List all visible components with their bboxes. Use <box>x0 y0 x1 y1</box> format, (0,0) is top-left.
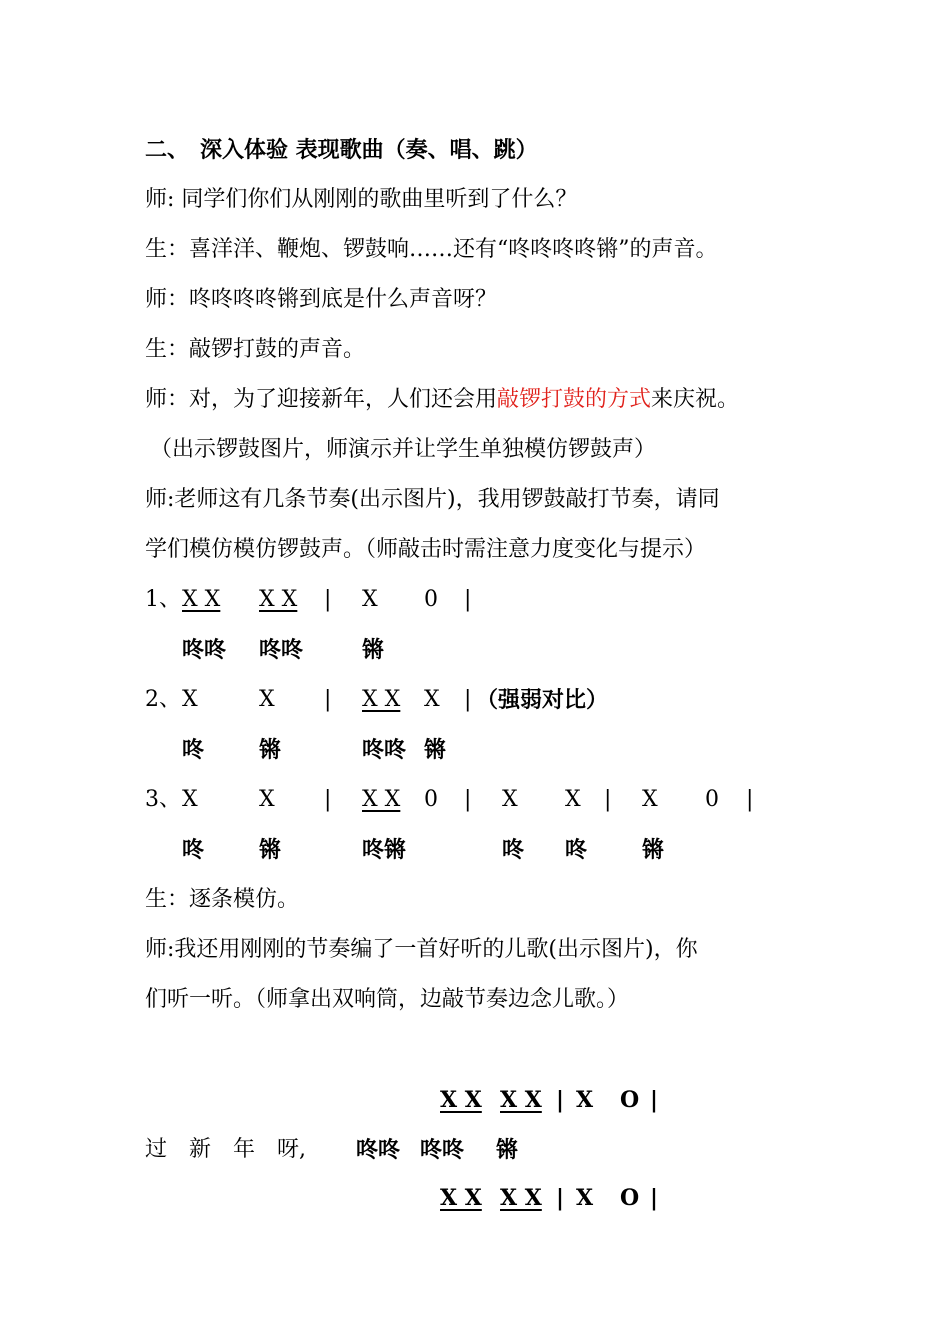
bar-line: | <box>604 787 612 812</box>
song-note: O <box>620 1185 640 1211</box>
rhythm-note: 0 <box>424 587 438 612</box>
rhythm-note: 0 <box>424 787 438 812</box>
rhythm-note: X X <box>182 587 221 612</box>
text-line: 师：咚咚咚咚锵到底是什么声音呀？ <box>145 287 498 312</box>
text-line: 学们模仿模仿锣鼓声。（师敲击时需注意力度变化与提示） <box>145 537 707 562</box>
text-line: 生：敲锣打鼓的声音。 <box>145 337 366 362</box>
rhythm-word: 咚咚 <box>362 737 407 763</box>
rhythm-note: X <box>424 687 440 712</box>
rhythm-word: 咚 <box>182 737 205 763</box>
rhythm-number: 3、 <box>145 787 181 812</box>
song-note: X X <box>440 1185 482 1211</box>
bar-line: | <box>650 1185 659 1211</box>
rhythm-word: 咚 <box>502 837 525 863</box>
rhythm-note: X <box>182 687 198 712</box>
section-heading: 二、 深入体验 表现歌曲（奏、唱、跳） <box>145 137 538 163</box>
rhythm-word: 咚锵 <box>362 837 407 863</box>
rhythm-note: X <box>642 787 658 812</box>
bar-line: | <box>556 1087 565 1113</box>
song-note: O <box>620 1087 640 1113</box>
text-line: 师:我还用刚刚的节奏编了一首好听的儿歌(出示图片)，你 <box>145 937 698 962</box>
text-line: 们听一听。（师拿出双响筒，边敲节奏边念儿歌。） <box>145 987 630 1012</box>
text-line: 师:老师这有几条节奏(出示图片)，我用锣鼓敲打节奏，请同 <box>145 487 720 512</box>
song-note: X <box>576 1087 594 1113</box>
bar-line: | <box>324 687 332 712</box>
rhythm-word: 咚咚 <box>259 637 304 663</box>
text-line <box>145 385 739 415</box>
song-note: X X <box>500 1185 542 1211</box>
bar-line: | <box>464 687 472 712</box>
rhythm-note: X <box>259 787 275 812</box>
rhythm-note: X <box>502 787 518 812</box>
text-line: 生：喜洋洋、鞭炮、锣鼓响……还有“咚咚咚咚锵”的声音。 <box>145 237 718 262</box>
bar-line: | <box>464 787 472 812</box>
rhythm-word: 咚 <box>565 837 588 863</box>
song-note: X X <box>500 1087 542 1113</box>
rhythm-note: X <box>362 587 378 612</box>
song-word: 咚咚 <box>420 1137 465 1163</box>
highlighted-text: 敲锣打鼓的方式 <box>497 387 652 412</box>
text-segment: 来庆祝。 <box>651 387 740 412</box>
rhythm-word: 锵 <box>259 737 282 763</box>
rhythm-word: 咚 <box>182 837 205 863</box>
text-line: 生：逐条模仿。 <box>145 887 300 912</box>
rhythm-note: X X <box>259 587 298 612</box>
rhythm-note: X <box>182 787 198 812</box>
bar-line: | <box>746 787 754 812</box>
bar-line: | <box>650 1087 659 1113</box>
text-line: 师: 同学们你们从刚刚的歌曲里听到了什么？ <box>145 187 578 212</box>
rhythm-word: 锵 <box>642 837 665 863</box>
rhythm-word: 咚咚 <box>182 637 227 663</box>
rhythm-note: 0 <box>705 787 719 812</box>
bar-line: | <box>324 787 332 812</box>
rhythm-word: 锵 <box>259 837 282 863</box>
song-word: 锵 <box>496 1137 519 1163</box>
rhythm-remark: （强弱对比） <box>476 687 609 713</box>
rhythm-note: X <box>565 787 581 812</box>
text-segment: 师：对，为了迎接新年，人们还会用 <box>145 387 498 412</box>
song-note: X X <box>440 1087 482 1113</box>
rhythm-number: 2、 <box>145 687 181 712</box>
rhythm-note: X <box>259 687 275 712</box>
rhythm-word: 锵 <box>424 737 447 763</box>
rhythm-word: 锵 <box>362 637 385 663</box>
rhythm-number: 1、 <box>145 587 181 612</box>
song-note: X <box>576 1185 594 1211</box>
bar-line: | <box>324 587 332 612</box>
song-word: 咚咚 <box>356 1137 401 1163</box>
bar-line: | <box>464 587 472 612</box>
rhythm-note: X X <box>362 687 401 712</box>
bar-line: | <box>556 1185 565 1211</box>
rhythm-note: X X <box>362 787 401 812</box>
song-lyric: 过 新 年 呀, <box>145 1137 306 1162</box>
text-line: （出示锣鼓图片，师演示并让学生单独模仿锣鼓声） <box>150 437 657 462</box>
